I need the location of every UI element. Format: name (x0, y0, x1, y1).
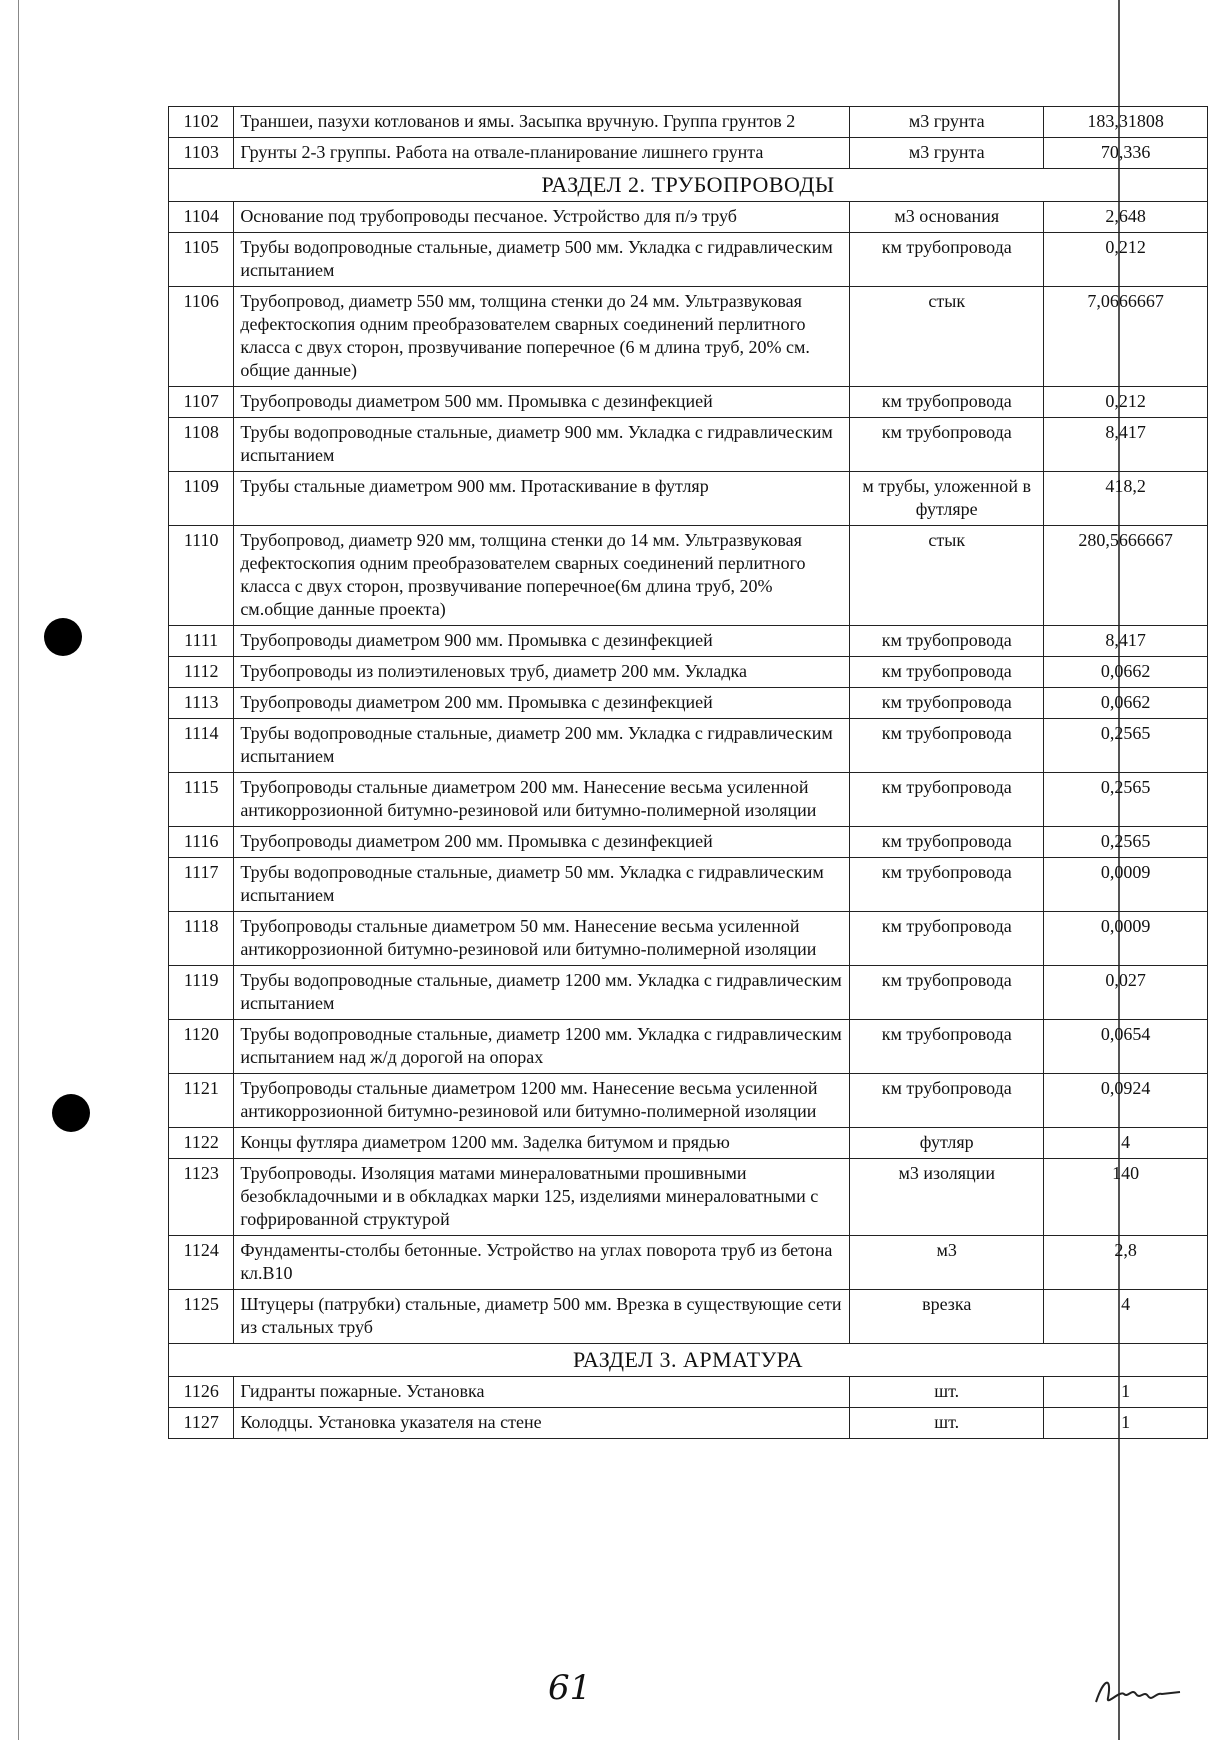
table-row (169, 912, 1208, 966)
quantity: 0,027 (1044, 966, 1208, 1020)
work-name: Концы футляра диаметром 1200 мм. Заделка битумом и прядью (234, 1128, 850, 1159)
row-number: 1125 (169, 1290, 234, 1344)
table-row (169, 233, 1208, 287)
unit-of-measure: км трубопровода (850, 1074, 1044, 1128)
quantity: 4 (1044, 1290, 1208, 1344)
table-row (169, 1377, 1208, 1408)
table-row (169, 1236, 1208, 1290)
unit-of-measure: м3 грунта (850, 107, 1044, 138)
table-row (169, 472, 1208, 526)
table-row (169, 138, 1208, 169)
punch-hole (52, 1094, 90, 1132)
unit-of-measure: стык (850, 287, 1044, 387)
section-title: РАЗДЕЛ 2. ТРУБОПРОВОДЫ (169, 169, 1208, 202)
unit-of-measure: м трубы, уложенной в футляре (850, 472, 1044, 526)
quantity: 140 (1044, 1159, 1208, 1236)
table-row (169, 858, 1208, 912)
quantity: 0,0662 (1044, 688, 1208, 719)
unit-of-measure: км трубопровода (850, 966, 1044, 1020)
quantity: 0,0009 (1044, 912, 1208, 966)
quantity: 8,417 (1044, 418, 1208, 472)
section-heading-row (169, 1344, 1208, 1377)
unit-of-measure: км трубопровода (850, 912, 1044, 966)
row-number: 1109 (169, 472, 234, 526)
work-name: Трубопроводы стальные диаметром 50 мм. Нанесение весьма усиленной антикоррозионной битумно-резиновой или битумно-полимерной изоляции (234, 912, 850, 966)
table-row (169, 1290, 1208, 1344)
row-number: 1118 (169, 912, 234, 966)
work-name: Трубы водопроводные стальные, диаметр 50 мм. Укладка с гидравлическим испытанием (234, 858, 850, 912)
table-row (169, 1020, 1208, 1074)
row-number: 1127 (169, 1408, 234, 1439)
row-number: 1122 (169, 1128, 234, 1159)
work-name: Траншеи, пазухи котлованов и ямы. Засыпка вручную. Группа грунтов 2 (234, 107, 850, 138)
row-number: 1104 (169, 202, 234, 233)
unit-of-measure: м3 (850, 1236, 1044, 1290)
work-name: Фундаменты-столбы бетонные. Устройство на углах поворота труб из бетона кл.В10 (234, 1236, 850, 1290)
row-number: 1108 (169, 418, 234, 472)
quantity: 0,0662 (1044, 657, 1208, 688)
unit-of-measure: км трубопровода (850, 418, 1044, 472)
quantity: 0,212 (1044, 233, 1208, 287)
row-number: 1107 (169, 387, 234, 418)
work-name: Колодцы. Установка указателя на стене (234, 1408, 850, 1439)
quantity: 8,417 (1044, 626, 1208, 657)
table-row (169, 1074, 1208, 1128)
unit-of-measure: км трубопровода (850, 233, 1044, 287)
table-row (169, 1128, 1208, 1159)
table-row (169, 719, 1208, 773)
work-name: Трубы водопроводные стальные, диаметр 1200 мм. Укладка с гидравлическим испытанием (234, 966, 850, 1020)
row-number: 1116 (169, 827, 234, 858)
unit-of-measure: км трубопровода (850, 719, 1044, 773)
table-row (169, 827, 1208, 858)
row-number: 1110 (169, 526, 234, 626)
work-name: Трубы водопроводные стальные, диаметр 900 мм. Укладка с гидравлическим испытанием (234, 418, 850, 472)
work-name: Трубы стальные диаметром 900 мм. Протаскивание в футляр (234, 472, 850, 526)
unit-of-measure: м3 основания (850, 202, 1044, 233)
quantity: 0,0009 (1044, 858, 1208, 912)
unit-of-measure: км трубопровода (850, 688, 1044, 719)
row-number: 1121 (169, 1074, 234, 1128)
table-row (169, 1159, 1208, 1236)
row-number: 1103 (169, 138, 234, 169)
quantity: 418,2 (1044, 472, 1208, 526)
quantity: 0,0654 (1044, 1020, 1208, 1074)
unit-of-measure: км трубопровода (850, 387, 1044, 418)
quantity: 183,31808 (1044, 107, 1208, 138)
quantity: 70,336 (1044, 138, 1208, 169)
work-name: Трубопровод, диаметр 550 мм, толщина стенки до 24 мм. Ультразвуковая дефектоскопия одним преобразователем сварных соединений перлитного класса с двух сторон, прозвучивание поперечное (6 м длина труб, 20% см. общие данные) (234, 287, 850, 387)
section-title: РАЗДЕЛ 3. АРМАТУРА (169, 1344, 1208, 1377)
row-number: 1105 (169, 233, 234, 287)
row-number: 1115 (169, 773, 234, 827)
quantity: 1 (1044, 1408, 1208, 1439)
row-number: 1106 (169, 287, 234, 387)
quantity: 2,8 (1044, 1236, 1208, 1290)
unit-of-measure: шт. (850, 1408, 1044, 1439)
work-name: Трубы водопроводные стальные, диаметр 1200 мм. Укладка с гидравлическим испытанием над ж/д дорогой на опорах (234, 1020, 850, 1074)
work-name: Штуцеры (патрубки) стальные, диаметр 500 мм. Врезка в существующие сети из стальных труб (234, 1290, 850, 1344)
table-row (169, 287, 1208, 387)
section-heading-row (169, 169, 1208, 202)
quantity: 0,2565 (1044, 827, 1208, 858)
work-name: Трубопроводы стальные диаметром 200 мм. Нанесение весьма усиленной антикоррозионной битумно-резиновой или битумно-полимерной изоляции (234, 773, 850, 827)
unit-of-measure: м3 грунта (850, 138, 1044, 169)
table-row (169, 202, 1208, 233)
unit-of-measure: шт. (850, 1377, 1044, 1408)
row-number: 1112 (169, 657, 234, 688)
table-row (169, 966, 1208, 1020)
work-name: Трубопроводы диаметром 500 мм. Промывка с дезинфекцией (234, 387, 850, 418)
unit-of-measure: стык (850, 526, 1044, 626)
row-number: 1111 (169, 626, 234, 657)
quantity: 7,0666667 (1044, 287, 1208, 387)
work-name: Трубопроводы из полиэтиленовых труб, диаметр 200 мм. Укладка (234, 657, 850, 688)
unit-of-measure: футляр (850, 1128, 1044, 1159)
table-row (169, 526, 1208, 626)
work-name: Трубы водопроводные стальные, диаметр 500 мм. Укладка с гидравлическим испытанием (234, 233, 850, 287)
row-number: 1114 (169, 719, 234, 773)
work-name: Трубопроводы диаметром 200 мм. Промывка с дезинфекцией (234, 688, 850, 719)
unit-of-measure: врезка (850, 1290, 1044, 1344)
works-table-body (169, 107, 1208, 1439)
unit-of-measure: км трубопровода (850, 657, 1044, 688)
quantity: 4 (1044, 1128, 1208, 1159)
work-name: Трубопроводы диаметром 900 мм. Промывка с дезинфекцией (234, 626, 850, 657)
quantity: 0,2565 (1044, 773, 1208, 827)
table-row (169, 1408, 1208, 1439)
row-number: 1126 (169, 1377, 234, 1408)
table-row (169, 657, 1208, 688)
unit-of-measure: м3 изоляции (850, 1159, 1044, 1236)
work-name: Трубы водопроводные стальные, диаметр 200 мм. Укладка с гидравлическим испытанием (234, 719, 850, 773)
punch-hole (44, 618, 82, 656)
table-row (169, 688, 1208, 719)
quantity: 2,648 (1044, 202, 1208, 233)
unit-of-measure: км трубопровода (850, 773, 1044, 827)
unit-of-measure: км трубопровода (850, 1020, 1044, 1074)
page-edge-left (18, 0, 19, 1740)
table-row (169, 107, 1208, 138)
quantity: 280,5666667 (1044, 526, 1208, 626)
work-name: Трубопроводы диаметром 200 мм. Промывка с дезинфекцией (234, 827, 850, 858)
quantity: 0,212 (1044, 387, 1208, 418)
work-name: Трубопроводы. Изоляция матами минераловатными прошивными безобкладочными и в обкладках марки 125, изделиями минераловатными с гофрированной структурой (234, 1159, 850, 1236)
quantity: 0,2565 (1044, 719, 1208, 773)
quantity: 1 (1044, 1377, 1208, 1408)
row-number: 1102 (169, 107, 234, 138)
works-table (168, 106, 1208, 1439)
signature-mark (1090, 1672, 1190, 1712)
row-number: 1113 (169, 688, 234, 719)
table-row (169, 418, 1208, 472)
row-number: 1120 (169, 1020, 234, 1074)
work-name: Грунты 2-3 группы. Работа на отвале-планирование лишнего грунта (234, 138, 850, 169)
unit-of-measure: км трубопровода (850, 827, 1044, 858)
work-name: Трубопроводы стальные диаметром 1200 мм. Нанесение весьма усиленной антикоррозионной битумно-резиновой или битумно-полимерной изоляции (234, 1074, 850, 1128)
row-number: 1124 (169, 1236, 234, 1290)
table-row (169, 773, 1208, 827)
unit-of-measure: км трубопровода (850, 858, 1044, 912)
work-name: Трубопровод, диаметр 920 мм, толщина стенки до 14 мм. Ультразвуковая дефектоскопия одним преобразователем сварных соединений перлитного класса с двух сторон, прозвучивание поперечное(6м длина труб, 20% см.общие данные проекта) (234, 526, 850, 626)
work-name: Гидранты пожарные. Установка (234, 1377, 850, 1408)
row-number: 1123 (169, 1159, 234, 1236)
row-number: 1119 (169, 966, 234, 1020)
work-name: Основание под трубопроводы песчаное. Устройство для п/э труб (234, 202, 850, 233)
quantity: 0,0924 (1044, 1074, 1208, 1128)
page-number: 61 (548, 1668, 592, 1708)
unit-of-measure: км трубопровода (850, 626, 1044, 657)
row-number: 1117 (169, 858, 234, 912)
table-row (169, 387, 1208, 418)
table-row (169, 626, 1208, 657)
